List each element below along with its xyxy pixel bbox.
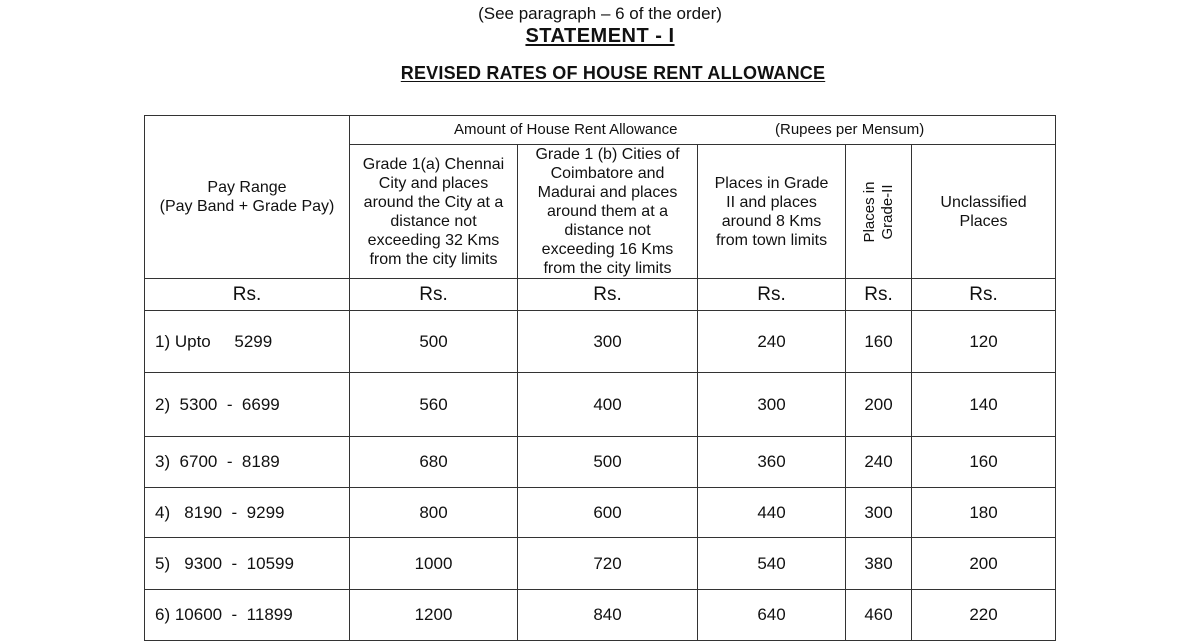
pay-range-cell: 5) 9300 - 10599 — [145, 538, 350, 590]
currency-cell: Rs. — [518, 279, 698, 311]
statement-heading — [0, 24, 1200, 48]
pay-range-cell: 2) 5300 - 6699 — [145, 373, 350, 437]
currency-cell: Rs. — [846, 279, 912, 311]
value-cell: 400 — [518, 373, 698, 437]
header-line: Places — [959, 212, 1008, 230]
value-cell: 160 — [846, 311, 912, 373]
header-line: exceeding 16 Kms — [541, 241, 674, 258]
header-grade-2 — [698, 145, 846, 279]
table-row — [145, 311, 1056, 373]
currency-row — [145, 279, 1056, 311]
allowance-group-header — [350, 116, 1056, 145]
value-cell: 1000 — [350, 538, 518, 590]
header-line: from the city limits — [369, 250, 498, 268]
value-cell: 440 — [698, 488, 846, 538]
value-cell: 200 — [846, 373, 912, 437]
currency-cell: Rs. — [698, 279, 846, 311]
group-header-row — [145, 116, 1056, 145]
currency-cell: Rs. — [350, 279, 518, 311]
currency-cell: Rs. — [145, 279, 350, 311]
header-line: Coimbatore and — [550, 165, 665, 182]
value-cell: 1200 — [350, 590, 518, 641]
header-line: distance not — [564, 222, 651, 239]
value-cell: 300 — [846, 488, 912, 538]
pay-range-header-line: Pay Range — [207, 179, 287, 196]
document-title — [0, 62, 1200, 84]
pay-range-cell: 3) 6700 - 8189 — [145, 437, 350, 488]
header-line: around 8 Kms — [721, 212, 822, 230]
pay-range-header — [145, 116, 350, 279]
value-cell: 640 — [698, 590, 846, 641]
header-unclassified — [912, 145, 1056, 279]
value-cell: 680 — [350, 437, 518, 488]
header-grade-1b — [518, 145, 698, 279]
table-row — [145, 373, 1056, 437]
value-cell: 500 — [518, 437, 698, 488]
value-cell: 500 — [350, 311, 518, 373]
header-line: from the city limits — [543, 260, 672, 277]
value-cell: 240 — [846, 437, 912, 488]
header-line: Places in — [860, 181, 878, 242]
header-line: City and places — [378, 174, 489, 192]
value-cell: 720 — [518, 538, 698, 590]
header-line: around them at a — [547, 203, 668, 220]
pay-range-cell: 4) 8190 - 9299 — [145, 488, 350, 538]
value-cell: 560 — [350, 373, 518, 437]
value-cell: 220 — [912, 590, 1056, 641]
paragraph-reference: (See paragraph – 6 of the order) — [478, 4, 722, 23]
currency-cell: Rs. — [912, 279, 1056, 311]
header-line: Grade 1 (b) Cities of — [535, 146, 680, 163]
value-cell: 540 — [698, 538, 846, 590]
value-cell: 840 — [518, 590, 698, 641]
pay-range-cell: 6) 10600 - 11899 — [145, 590, 350, 641]
value-cell: 160 — [912, 437, 1056, 488]
value-cell: 460 — [846, 590, 912, 641]
value-cell: 240 — [698, 311, 846, 373]
value-cell: 360 — [698, 437, 846, 488]
header-line: exceeding 32 Kms — [367, 231, 500, 249]
header-line: Madurai and places — [537, 184, 678, 201]
header-grade-1a — [350, 145, 518, 279]
table-row — [145, 538, 1056, 590]
allowance-group-unit: (Rupees per Mensum) — [775, 121, 925, 138]
value-cell: 380 — [846, 538, 912, 590]
allowance-group-label: Amount of House Rent Allowance — [454, 121, 678, 138]
header-line: distance not — [390, 212, 477, 230]
value-cell: 200 — [912, 538, 1056, 590]
pay-range-cell: 1) Upto 5299 — [145, 311, 350, 373]
document-title-text: REVISED RATES OF HOUSE RENT ALLOWANCE — [400, 63, 826, 83]
header-line: from town limits — [715, 231, 828, 249]
header-line: Grade-II — [878, 183, 896, 240]
header-rotated-text — [861, 181, 897, 242]
header-places-grade-2 — [846, 145, 912, 279]
table-row — [145, 437, 1056, 488]
hra-rates-table — [144, 115, 1056, 641]
value-cell: 300 — [518, 311, 698, 373]
value-cell: 120 — [912, 311, 1056, 373]
header-line: Unclassified — [940, 193, 1027, 211]
header-line: around the City at a — [363, 193, 504, 211]
statement-heading-text: STATEMENT - I — [525, 25, 675, 47]
pay-range-header-line: (Pay Band + Grade Pay) — [159, 198, 335, 215]
value-cell: 300 — [698, 373, 846, 437]
table-row — [145, 488, 1056, 538]
value-cell: 180 — [912, 488, 1056, 538]
header-line: Places in Grade — [714, 174, 829, 192]
value-cell: 800 — [350, 488, 518, 538]
header-line: II and places — [726, 193, 817, 211]
table-row — [145, 590, 1056, 641]
value-cell: 600 — [518, 488, 698, 538]
value-cell: 140 — [912, 373, 1056, 437]
header-line: Grade 1(a) Chennai — [362, 155, 505, 173]
